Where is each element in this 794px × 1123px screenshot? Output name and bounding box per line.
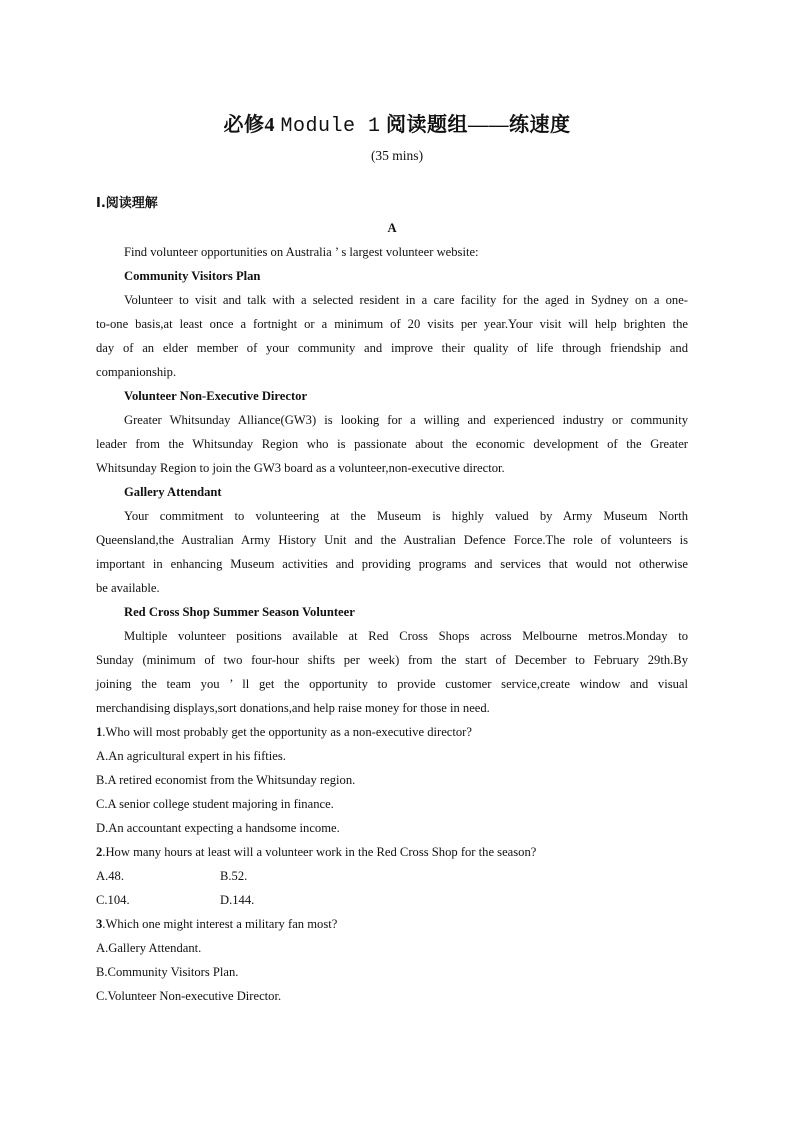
question-text: .Who will most probably get the opportunity as a non-executive director? — [102, 725, 472, 739]
passage-label: A — [387, 221, 397, 235]
question-1 — [96, 720, 688, 744]
title-suffix: 阅读题组——练速度 — [386, 114, 571, 136]
answer-option: A.An agricultural expert in his fifties. — [96, 749, 286, 763]
answer-option: A.Gallery Attendant. — [96, 941, 202, 955]
page-title — [0, 108, 794, 138]
question-number: 2 — [96, 845, 103, 859]
paragraph-line: Volunteer to visit and talk with a selected resident in a care facility for the aged in Sydney on a one- — [124, 293, 688, 307]
paragraph-line: leader from the Whitsunday Region who is passionate about the economic development of the Greater — [96, 437, 688, 451]
item-title-gallery-attendant: Gallery Attendant — [124, 485, 222, 499]
paragraph-line: important in enhancing Museum activities and providing programs and services that would not otherwise — [96, 557, 688, 571]
paragraph-line: Sunday (minimum of two four-hour shifts per week) from the start of December to February 29th.By — [96, 653, 688, 667]
question-2 — [96, 840, 688, 864]
question-text: .Which one might interest a military fan most? — [102, 917, 338, 931]
title-module: Module 1 — [280, 115, 381, 138]
answer-option: C.104. — [96, 893, 130, 907]
answer-option: C.Volunteer Non-executive Director. — [96, 989, 282, 1003]
answer-option: B.A retired economist from the Whitsunday region. — [96, 773, 356, 787]
question-3 — [96, 912, 688, 936]
paragraph-line: to-one basis,at least once a fortnight or a minimum of 20 visits per year.Your visit will help brighten the — [96, 317, 688, 331]
answer-option: B.52. — [220, 869, 248, 883]
paragraph-line: Greater Whitsunday Alliance(GW3) is looking for a willing and experienced industry or community — [124, 413, 688, 427]
answer-option-row — [96, 864, 688, 888]
question-text: .How many hours at least will a volunteer work in the Red Cross Shop for the season? — [102, 845, 537, 859]
answer-option: C.A senior college student majoring in finance. — [96, 797, 334, 811]
paragraph-line: Queensland,the Australian Army History Unit and the Australian Defence Force.The role of volunteers is — [96, 533, 688, 547]
paragraph-line: merchandising displays,sort donations,and help raise money for those in need. — [96, 701, 490, 715]
item-title-non-executive-director: Volunteer Non-Executive Director — [124, 389, 308, 403]
paragraph-line: joining the team you ’ ll get the opportunity to provide customer service,create window and visual — [96, 677, 688, 691]
question-number: 3 — [96, 917, 103, 931]
answer-option-row — [96, 888, 688, 912]
paragraph-line: Whitsunday Region to join the GW3 board as a volunteer,non-executive director. — [96, 461, 505, 475]
main-content — [96, 192, 688, 1008]
item-title-red-cross-shop: Red Cross Shop Summer Season Volunteer — [124, 605, 355, 619]
question-number: 1 — [96, 725, 103, 739]
item-title-community-visitors: Community Visitors Plan — [124, 269, 261, 283]
passage-intro: Find volunteer opportunities on Australia ’ s largest volunteer website: — [124, 245, 479, 259]
paragraph-line: day of an elder member of your community and improve their quality of life through friendship and — [96, 341, 688, 355]
title-prefix: 必修4 — [223, 114, 275, 136]
answer-option: D.An accountant expecting a handsome income. — [96, 821, 340, 835]
answer-option: D.144. — [220, 893, 255, 907]
time-limit: (35 mins) — [370, 148, 424, 163]
answer-option: A.48. — [96, 869, 124, 883]
section-heading: Ⅰ.阅读理解 — [96, 196, 158, 211]
paragraph-line: be available. — [96, 581, 160, 595]
paragraph-line: companionship. — [96, 365, 177, 379]
paragraph-line: Multiple volunteer positions available at Red Cross Shops across Melbourne metros.Monday to — [124, 629, 688, 643]
answer-option: B.Community Visitors Plan. — [96, 965, 239, 979]
paragraph-line: Your commitment to volunteering at the Museum is highly valued by Army Museum North — [124, 509, 688, 523]
